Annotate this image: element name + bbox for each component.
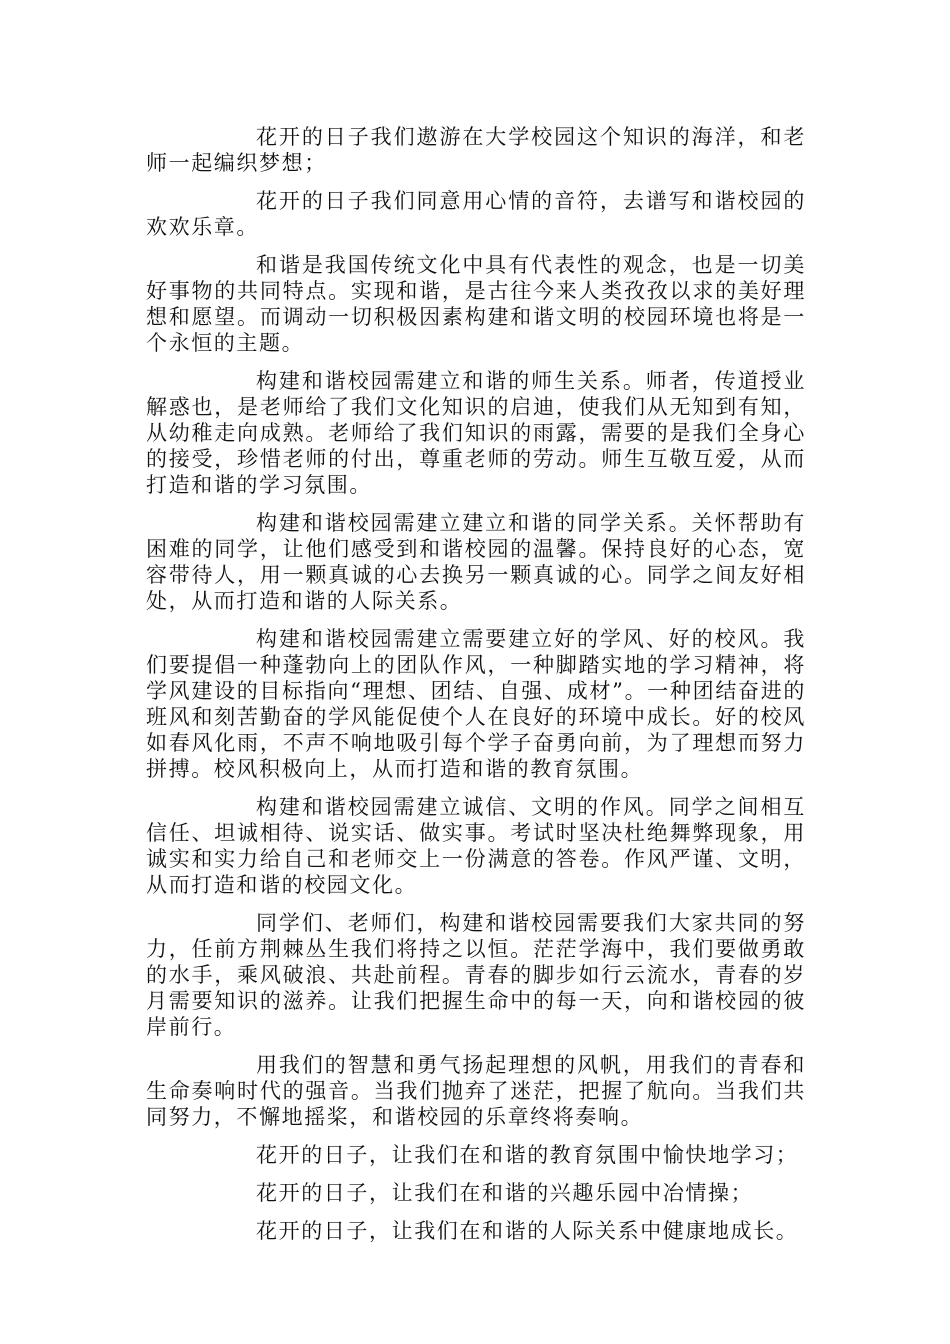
document-body [146,124,806,1256]
paragraph-8: 同学们、老师们，构建和谐校园需要我们大家共同的努力，任前方荆棘丛生我们将持之以恒。茫茫学海中，我们要做勇敢的水手，乘风破浪、共赴前程。青春的脚步如行云流水，青春的岁月需要知识的滋养。让我们把握生命中的每一天，向和谐校园的彼岸前行。 [146,911,806,1039]
closing-line-1: 花开的日子，让我们在和谐的教育氛围中愉快地学习； [256,1143,799,1167]
paragraph-9: 用我们的智慧和勇气扬起理想的风帆，用我们的青春和生命奏响时代的强音。当我们抛弃了迷茫，把握了航向。当我们共同努力，不懈地摇桨，和谐校园的乐章终将奏响。 [146,1053,806,1129]
closing-line-2: 花开的日子，让我们在和谐的兴趣乐园中冶情操； [256,1181,754,1205]
paragraph-3: 和谐是我国传统文化中具有代表性的观念，也是一切美好事物的共同特点。实现和谐，是古往今来人类孜孜以求的美好理想和愿望。而调动一切积极因素构建和谐文明的校园环境也将是一个永恒的主题。 [146,253,806,355]
paragraph-6: 构建和谐校园需建立需要建立好的学风、好的校风。我们要提倡一种蓬勃向上的团队作风，一种脚踏实地的学习精神，将学风建设的目标指向“理想、团结、自强、成材”。一种团结奋进的班风和刻苦勤奋的学风能促使个人在良好的环境中成长。好的校风如春风化雨，不声不响地吸引每个学子奋勇向前，为了理想而努力拼搏。校风积极向上，从而打造和谐的教育氛围。 [146,627,806,781]
paragraph-1: 花开的日子我们遨游在大学校园这个知识的海洋，和老师一起编织梦想； [146,125,806,175]
paragraph-2: 花开的日子我们同意用心情的音符，去谱写和谐校园的欢欢乐章。 [146,189,806,239]
closing-line-3: 花开的日子，让我们在和谐的人际关系中健康地成长。 [256,1219,799,1243]
paragraph-4: 构建和谐校园需建立和谐的师生关系。师者，传道授业解惑也，是老师给了我们文化知识的启迪，使我们从无知到有知，从幼稚走向成熟。老师给了我们知识的雨露，需要的是我们全身心的接受，珍惜老师的付出，尊重老师的劳动。师生互敬互爱，从而打造和谐的学习氛围。 [146,369,806,497]
paragraph-5: 构建和谐校园需建立建立和谐的同学关系。关怀帮助有困难的同学，让他们感受到和谐校园的温馨。保持良好的心态，宽容带待人，用一颗真诚的心去换另一颗真诚的心。同学之间友好相处，从而打造和谐的人际关系。 [146,511,806,613]
paragraph-7: 构建和谐校园需建立诚信、文明的作风。同学之间相互信任、坦诚相待、说实话、做实事。考试时坚决杜绝舞弊现象，用诚实和实力给自己和老师交上一份满意的答卷。作风严谨、文明，从而打造和谐的校园文化。 [146,795,806,897]
